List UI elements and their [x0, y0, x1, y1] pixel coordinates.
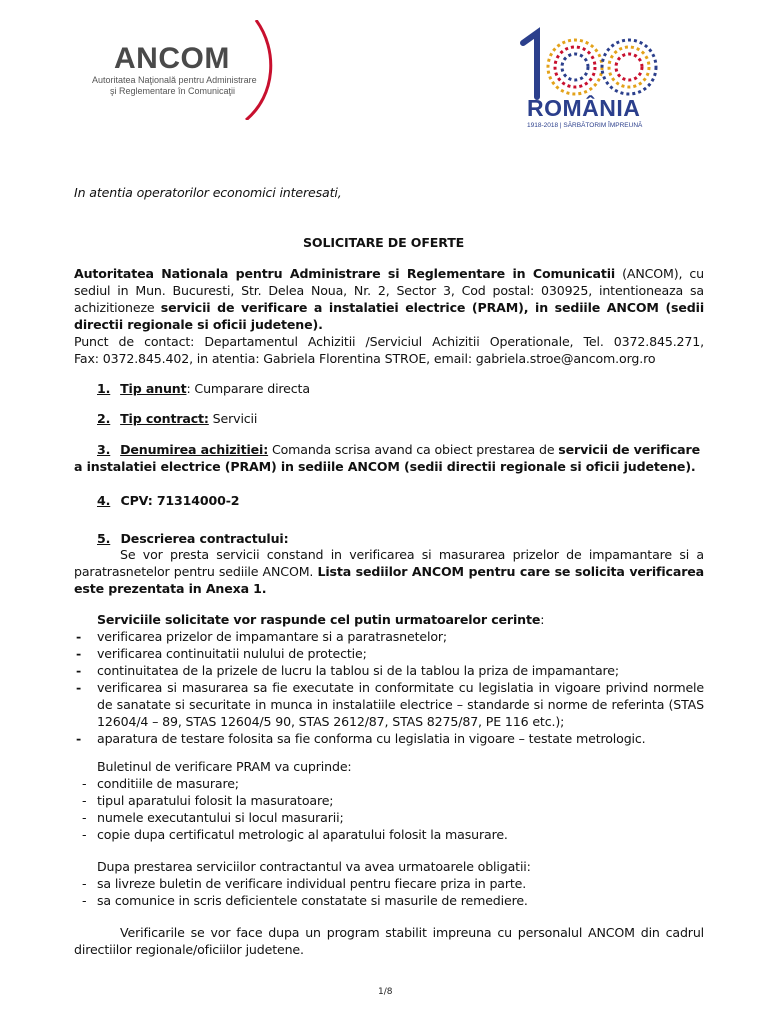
page-number: 1/8	[378, 987, 393, 997]
requirements-heading-text: Serviciile solicitate vor raspunde cel putin urmatoarelor cerinte	[97, 612, 541, 627]
requirement-item: continuitatea de la prizele de lucru la tablou si de la tablou la priza de impamantare;	[97, 663, 619, 678]
section-5-label: Descrierea contractului:	[120, 531, 289, 546]
section-1-label: Tip anunt	[120, 381, 187, 396]
requirement-item-continued: 12604/4 – 89, STAS 12604/5 90, STAS 2612/87, STAS 8275/87, PE 116 etc.);	[97, 714, 565, 729]
requirement-item: verificarea si masurarea sa fie executate in conformitate cu legislatia in vigoare privind normele	[97, 680, 704, 695]
obligation-item: sa livreze buletin de verificare individual pentru fiecare priza in parte.	[97, 876, 527, 891]
closing-line-1: Verificarile se vor face dupa un program stabilit impreuna cu personalul ANCOM din cadrul	[120, 925, 704, 940]
requirement-item-continued: de sanatate si securitate in munca in instalatiile electrice – standarde si norme de referinta (STAS	[97, 697, 704, 712]
requirements-heading-colon: :	[540, 612, 545, 627]
document-title: SOLICITARE DE OFERTE	[303, 235, 465, 250]
section-2	[97, 410, 257, 427]
section-2-number: 2.	[97, 411, 111, 426]
bulletin-dash: -	[82, 776, 87, 791]
section-2-value: Servicii	[208, 411, 258, 426]
intro-purchase-verb: achizitioneze	[74, 300, 161, 315]
requirement-dash: -	[76, 629, 82, 644]
centenary-country: ROMÂNIA	[527, 95, 641, 121]
section-1	[97, 380, 310, 397]
ancom-wordmark: ANCOM	[114, 42, 230, 75]
bulletin-item: tipul aparatului folosit la masuratoare;	[97, 793, 334, 808]
bulletin-dash: -	[82, 810, 87, 825]
ancom-subtitle-line2: şi Reglementare în Comunicaţii	[110, 86, 236, 96]
section-4-cpv: CPV: 71314000-2	[120, 493, 240, 508]
requirement-item: verificarea continuitatii nulului de protectie;	[97, 646, 367, 661]
bulletin-item: conditiile de masurare;	[97, 776, 239, 791]
fax-email-line: Fax: 0372.845.402, in atentia: Gabriela Florentina STROE, email: gabriela.stroe@ancom.org.ro	[74, 351, 656, 366]
section-4-number: 4.	[97, 493, 111, 508]
section-5	[97, 530, 288, 547]
intro-line-2: sediul in Mun. Bucuresti, Str. Delea Noua, Nr. 2, Sector 3, Cod postal: 030925, intentioneaza sa	[74, 283, 704, 298]
requirement-dash: -	[76, 680, 82, 695]
bulletin-dash: -	[82, 827, 87, 842]
bulletin-heading: Buletinul de verificare PRAM va cuprinde:	[97, 759, 352, 774]
section-3	[97, 441, 700, 458]
intro-line-4: directii regionale si oficii judetene).	[74, 317, 323, 332]
section-5-paragraph-line-3: este prezentata in Anexa 1.	[74, 581, 267, 596]
bulletin-dash: -	[82, 793, 87, 808]
requirement-item: aparatura de testare folosita sa fie conforma cu legislatia in vigoare – testate metrologic.	[97, 731, 646, 746]
contact-line: Punct de contact: Departamentul Achizitii /Serviciul Achizitii Operationale, Tel. 0372.845.271,	[74, 334, 704, 349]
centenary-logo	[515, 25, 665, 135]
ancom-subtitle-line1: Autoritatea Naţională pentru Administrare	[92, 75, 257, 85]
section-5-text: paratrasnetelor pentru sediile ANCOM.	[74, 564, 318, 579]
intro-authority-name: Autoritatea Nationala pentru Administrare si Reglementare in Comunicatii	[74, 266, 616, 281]
requirement-item: verificarea prizelor de impamantare si a paratrasnetelor;	[97, 629, 448, 644]
requirements-heading	[97, 611, 544, 628]
centenary-100-icon	[515, 25, 665, 103]
section-5-paragraph-line-1: Se vor presta servicii constand in verificarea si masurarea prizelor de impamantare si a	[120, 547, 704, 562]
section-4	[97, 492, 239, 509]
obligations-heading: Dupa prestarea serviciilor contractantul va avea urmatoarele obligatii:	[97, 859, 531, 874]
intro-service-bold: servicii de verificare a instalatiei electrice (PRAM), in sediile ANCOM (sedii	[160, 300, 704, 315]
salutation: In atentia operatorilor economici interesati,	[74, 185, 342, 200]
section-5-paragraph-line-2	[74, 563, 704, 580]
centenary-tagline: 1918-2018 | SĂRBĂTORIM ÎMPREUNĂ	[527, 122, 643, 129]
intro-line-3	[74, 299, 704, 316]
obligation-dash: -	[82, 893, 87, 908]
intro-acronym: (ANCOM), cu	[615, 266, 704, 281]
intro-line-1	[74, 265, 704, 282]
section-3-label: Denumirea achizitiei:	[120, 442, 269, 457]
section-5-annex-bold: Lista sediilor ANCOM pentru care se solicita verificarea	[317, 564, 704, 579]
section-5-number: 5.	[97, 531, 111, 546]
section-2-label: Tip contract:	[120, 411, 209, 426]
section-3-value-bold: servicii de verificare	[558, 442, 700, 457]
section-3-line-2: a instalatiei electrice (PRAM) in sediile ANCOM (sedii directii regionale si oficii judetene).	[74, 459, 696, 474]
bulletin-item: copie dupa certificatul metrologic al aparatului folosit la masurare.	[97, 827, 508, 842]
section-3-number: 3.	[97, 442, 111, 457]
closing-line-2: directiilor regionale/oficiilor judetene.	[74, 942, 304, 957]
requirement-dash: -	[76, 731, 82, 746]
requirement-dash: -	[76, 646, 82, 661]
requirement-dash: -	[76, 663, 82, 678]
ancom-logo	[86, 20, 276, 120]
section-1-value: : Cumparare directa	[186, 381, 310, 396]
obligation-item: sa comunice in scris deficientele constatate si masurile de remediere.	[97, 893, 528, 908]
bulletin-item: numele executantului si locul masurarii;	[97, 810, 344, 825]
section-3-value: Comanda scrisa avand ca obiect prestarea de	[268, 442, 559, 457]
obligation-dash: -	[82, 876, 87, 891]
section-1-number: 1.	[97, 381, 111, 396]
